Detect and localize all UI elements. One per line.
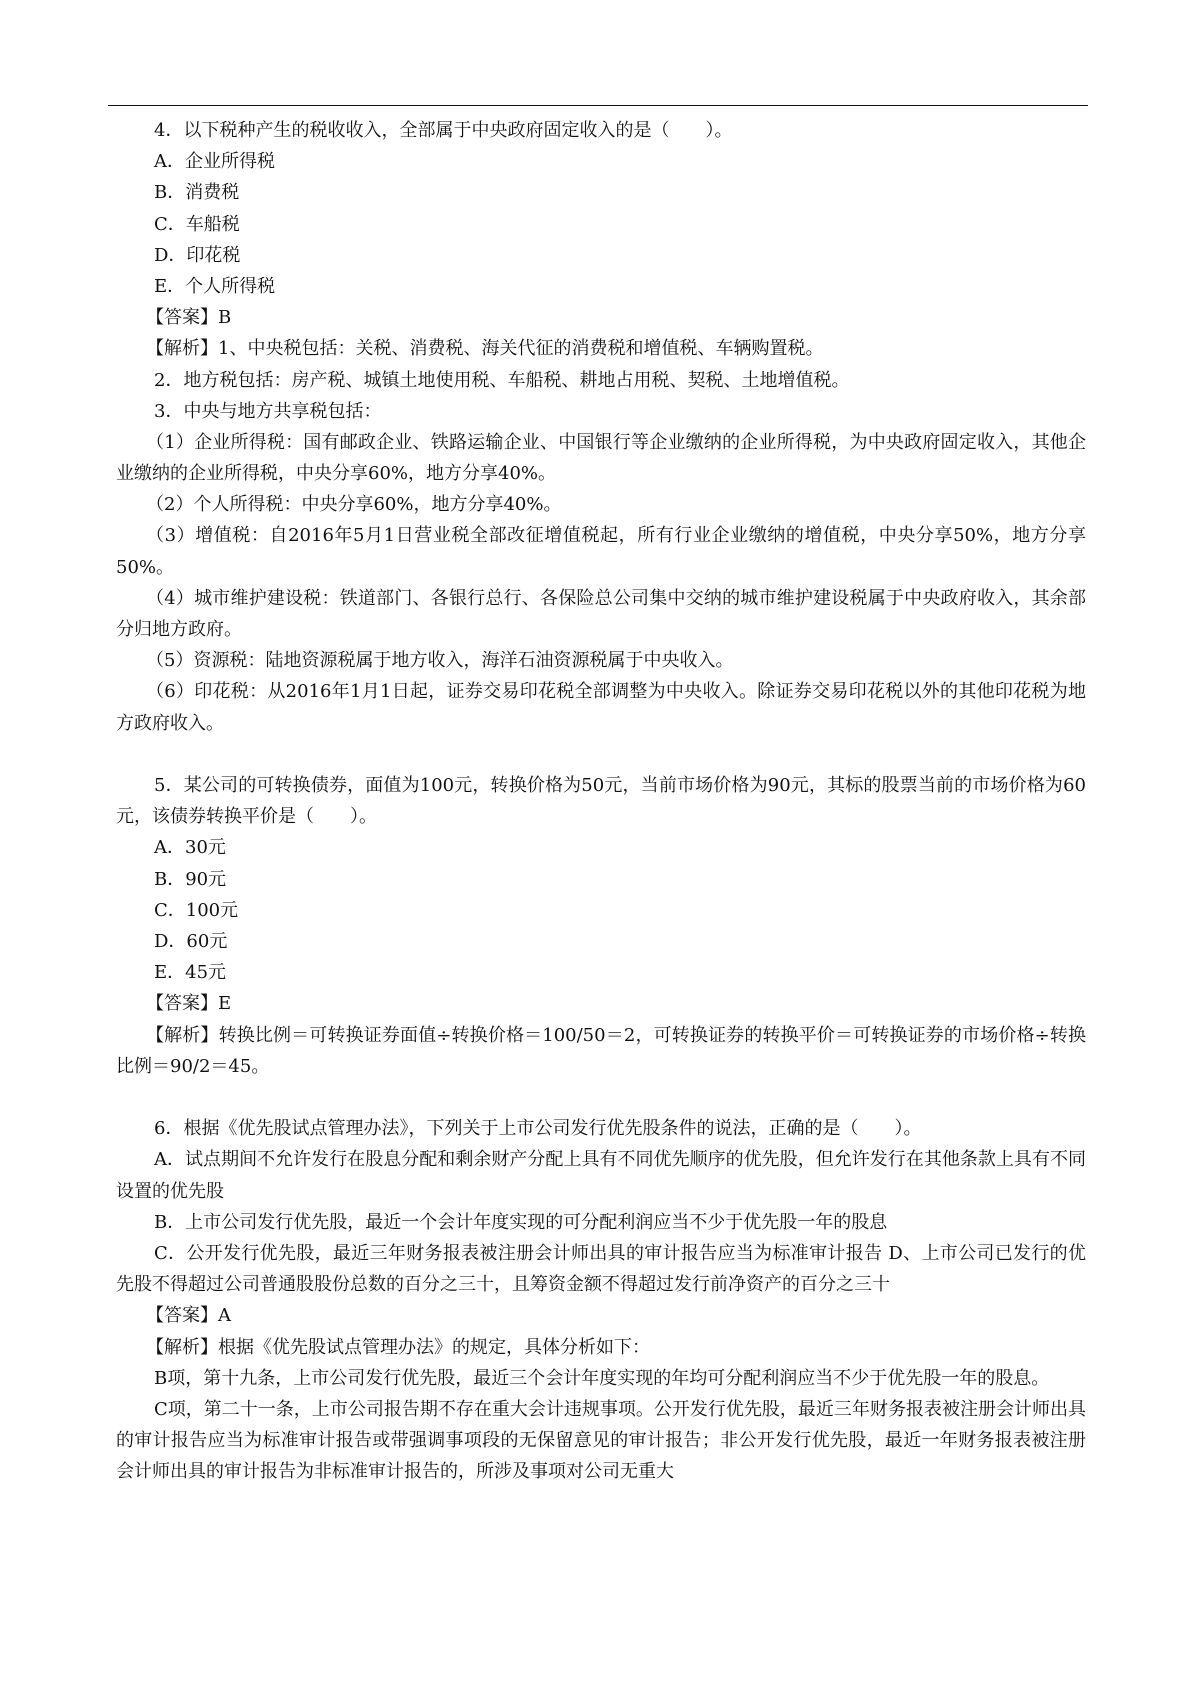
- q6-answer: 【答案】A: [146, 1305, 231, 1327]
- q4-analysis-9: （6）印花税：从2016年1月1日起，证券交易印花税全部调整为中央收入。除证券交易印花税以外的其他印花税为地方政府收入。: [116, 681, 1086, 734]
- q4-analysis-6: （3）增值税：自2016年5月1日营业税全部改征增值税起，所有行业企业缴纳的增值税，中央分享50%，地方分享50%。: [116, 525, 1086, 578]
- q5-option-e: E．45元: [154, 962, 227, 984]
- q6-stem: 6．根据《优先股试点管理办法》，下列关于上市公司发行优先股条件的说法，正确的是（ ）。: [154, 1118, 922, 1140]
- spacer: [116, 739, 1086, 770]
- q6-option-a: A．试点期间不允许发行在股息分配和剩余财产分配上具有不同优先顺序的优先股，但允许发行在其他条款上具有不同设置的优先股: [116, 1149, 1086, 1202]
- q4-stem: 4．以下税种产生的税收收入，全部属于中央政府固定收入的是（ ）。: [154, 120, 733, 141]
- q5-option-b: B．90元: [154, 868, 227, 890]
- q6-analysis-2: B项，第十九条，上市公司发行优先股，最近三个会计年度实现的年均可分配利润应当不少于优先股一年的股息。: [154, 1367, 1050, 1389]
- q5-option-a: A．30元: [154, 837, 226, 859]
- q5-stem: 5．某公司的可转换债券，面值为100元，转换价格为50元，当前市场价格为90元，其标的股票当前的市场价格为60元，该债券转换平价是（ ）。: [116, 775, 1086, 828]
- q6-option-c: C．公开发行优先股，最近三年财务报表被注册会计师出具的审计报告应当为标准审计报告 D、上市公司已发行的优先股不得超过公司普通股股份总数的百分之三十，且筹资金额不得超过发行前净资产的百分之三十: [116, 1242, 1086, 1296]
- q4-analysis-4: （1）企业所得税：国有邮政企业、铁路运输企业、中国银行等企业缴纳的企业所得税，为中央政府固定收入，其他企业缴纳的企业所得税，中央分享60%，地方分享40%。: [116, 431, 1086, 485]
- document-body: [116, 115, 1086, 1488]
- q5-analysis: 【解析】转换比例＝可转换证券面值÷转换价格＝100/50＝2，可转换证券的转换平价＝可转换证券的市场价格÷转换比例＝90/2＝45。: [116, 1024, 1086, 1077]
- q5-answer: 【答案】E: [146, 993, 232, 1015]
- q4-answer: 【答案】B: [146, 307, 232, 329]
- q4-option-e: E．个人所得税: [154, 275, 276, 297]
- q4-option-c: C．车船税: [154, 213, 240, 235]
- q4-option-d: D．印花税: [154, 244, 241, 266]
- q4-analysis-5: （2）个人所得税：中央分享60%，地方分享40%。: [146, 494, 562, 516]
- q4-option-a: A．企业所得税: [154, 151, 275, 173]
- spacer: [116, 1082, 1086, 1113]
- q4-option-b: B．消费税: [154, 182, 240, 204]
- q4-analysis-8: （5）资源税：陆地资源税属于地方收入，海洋石油资源税属于中央收入。: [146, 650, 734, 672]
- q6-analysis-3: C项，第二十一条，上市公司报告期不存在重大会计违规事项。公开发行优先股，最近三年财务报表被注册会计师出具的审计报告应当为标准审计报告或带强调事项段的无保留意见的审计报告；非公开发行优先股，最近一年财务报表被注册会计师出具的审计报告为非标准审计报告的，所涉及事项对公司无重大: [116, 1398, 1086, 1483]
- q6-option-b: B．上市公司发行优先股，最近一个会计年度实现的可分配利润应当不少于优先股一年的股息: [154, 1211, 888, 1233]
- q4-analysis-7: （4）城市维护建设税：铁道部门、各银行总行、各保险总公司集中交纳的城市维护建设税属于中央政府收入，其余部分归地方政府。: [116, 587, 1086, 641]
- q4-analysis-1: 【解析】1、中央税包括：关税、消费税、海关代征的消费税和增值税、车辆购置税。: [146, 338, 824, 360]
- q5-option-d: D．60元: [154, 931, 228, 953]
- q5-option-c: C．100元: [154, 899, 239, 921]
- q6-analysis-1: 【解析】根据《优先股试点管理办法》的规定，具体分析如下：: [146, 1336, 650, 1358]
- header-rule: [108, 105, 1088, 106]
- q4-analysis-2: 2．地方税包括：房产税、城镇土地使用税、车船税、耕地占用税、契税、土地增值税。: [154, 369, 850, 391]
- q4-analysis-3: 3．中央与地方共享税包括：: [154, 400, 382, 422]
